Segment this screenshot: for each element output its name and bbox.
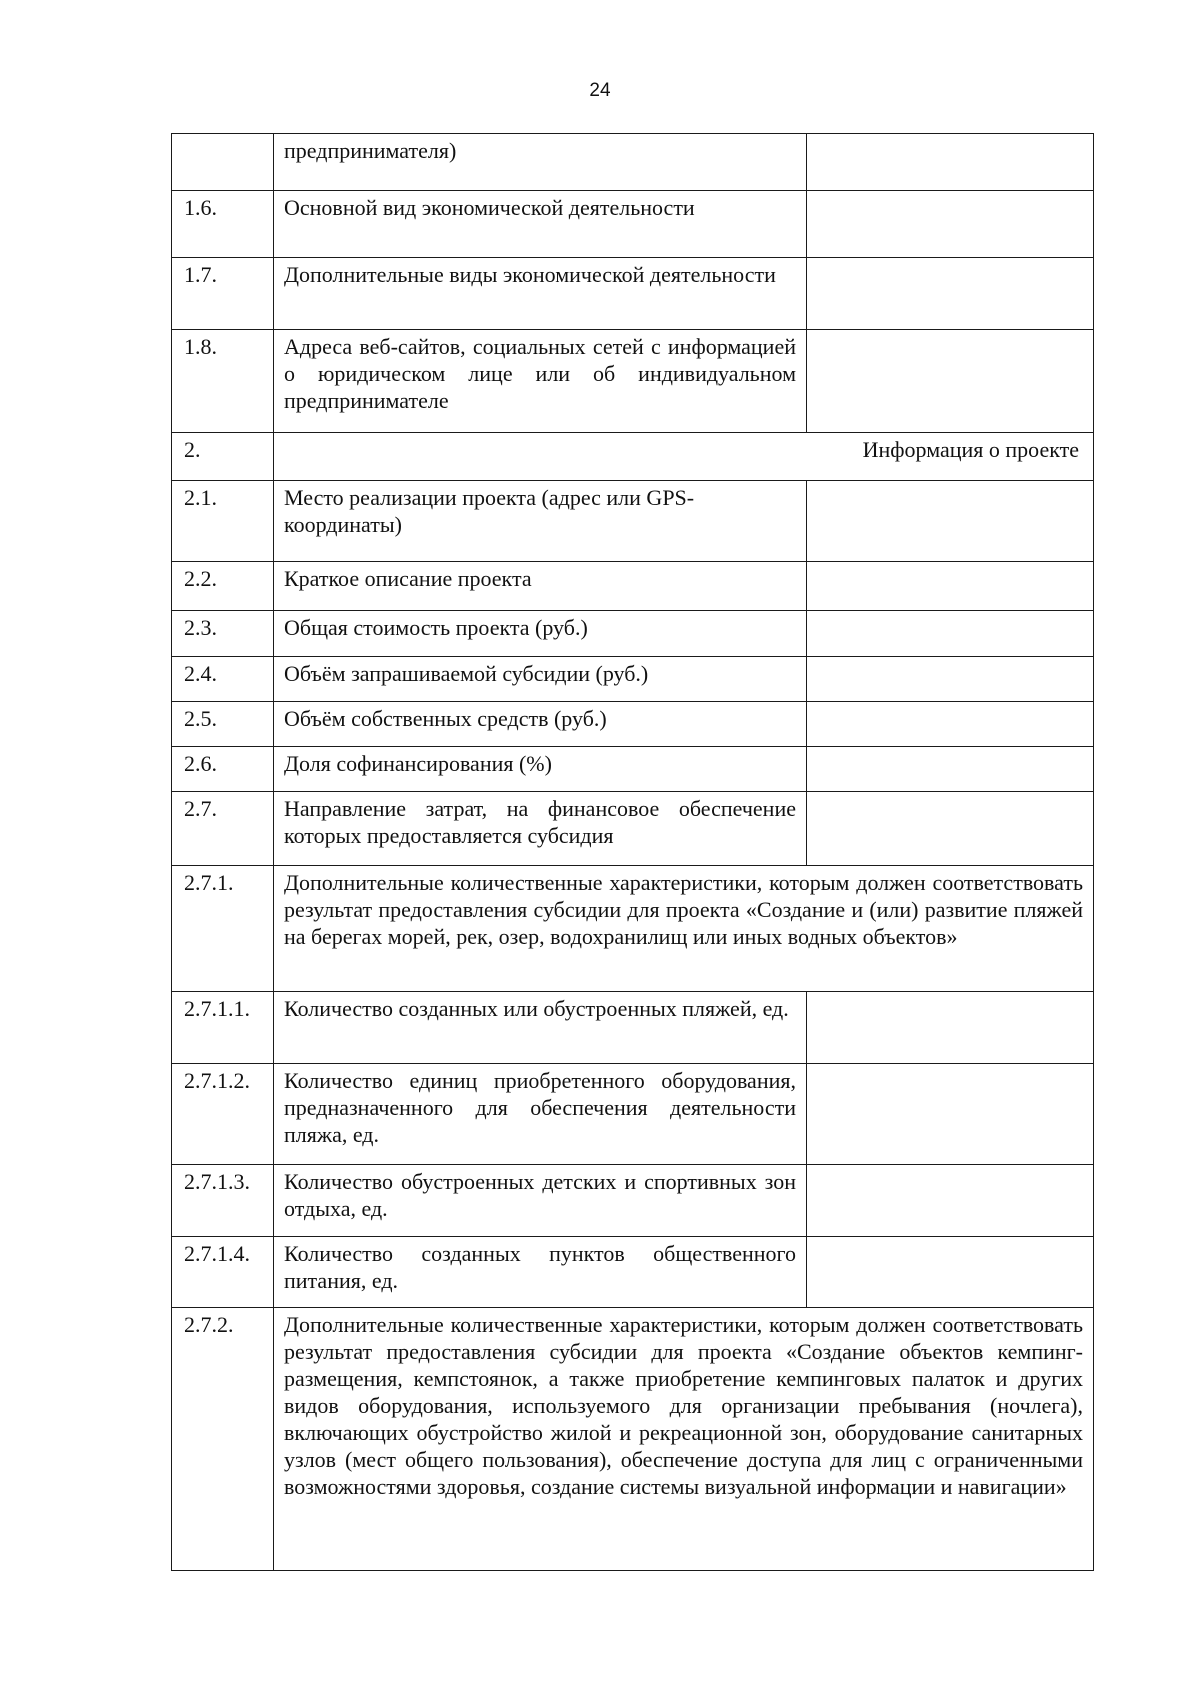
row-label: Адреса веб-сайтов, социальных сетей с информацией о юридическом лице или об индивидуальном предпринимателе bbox=[274, 330, 807, 433]
value-cell[interactable] bbox=[807, 330, 1094, 433]
row-label: Количество обустроенных детских и спортивных зон отдыха, ед. bbox=[274, 1165, 807, 1237]
table-row bbox=[172, 330, 1094, 433]
value-cell[interactable] bbox=[807, 258, 1094, 330]
value-cell[interactable] bbox=[807, 481, 1094, 562]
row-number: 2. bbox=[172, 433, 274, 481]
table-row bbox=[172, 481, 1094, 562]
value-cell[interactable] bbox=[807, 992, 1094, 1064]
row-number: 2.7.1.2. bbox=[172, 1064, 274, 1165]
table-row bbox=[172, 1165, 1094, 1237]
table-row bbox=[172, 134, 1094, 191]
row-label: Объём запрашиваемой субсидии (руб.) bbox=[274, 657, 807, 702]
table-row bbox=[172, 191, 1094, 258]
value-cell[interactable] bbox=[807, 562, 1094, 611]
value-cell[interactable] bbox=[807, 1165, 1094, 1237]
table-row bbox=[172, 611, 1094, 657]
row-label: Основной вид экономической деятельности bbox=[274, 191, 807, 258]
value-cell[interactable] bbox=[807, 657, 1094, 702]
row-label: Количество единиц приобретенного оборудования, предназначенного для обеспечения деятельности пляжа, ед. bbox=[274, 1064, 807, 1165]
row-number: 2.7.1. bbox=[172, 866, 274, 992]
table-row bbox=[172, 866, 1094, 992]
table-row bbox=[172, 562, 1094, 611]
form-table-body bbox=[172, 134, 1094, 1571]
table-row bbox=[172, 1237, 1094, 1308]
value-cell[interactable] bbox=[807, 702, 1094, 747]
table-row bbox=[172, 792, 1094, 866]
table-row bbox=[172, 258, 1094, 330]
value-cell[interactable] bbox=[807, 134, 1094, 191]
row-label: Краткое описание проекта bbox=[274, 562, 807, 611]
row-number: 2.7.1.4. bbox=[172, 1237, 274, 1308]
row-number: 2.7. bbox=[172, 792, 274, 866]
row-number: 2.7.1.1. bbox=[172, 992, 274, 1064]
row-label: Направление затрат, на финансовое обеспечение которых предоставляется субсидия bbox=[274, 792, 807, 866]
row-number: 1.6. bbox=[172, 191, 274, 258]
table-row bbox=[172, 433, 1094, 481]
row-label: Дополнительные количественные характеристики, которым должен соответствовать результат предоставления субсидии для проекта «Создание объектов кемпинг-размещения, кемпстоянок, а также приобретение кемпинговых палаток и других видов оборудования, используемого для организации пребывания (ночлега), включающих обустройство жилой и рекреационной зон, оборудование санитарных узлов (мест общего пользования), обеспечение доступа для лиц с ограниченными возможностями здоровья, создание системы визуальной информации и навигации» bbox=[274, 1308, 1094, 1571]
row-label: Объём собственных средств (руб.) bbox=[274, 702, 807, 747]
row-label: предпринимателя) bbox=[274, 134, 807, 191]
value-cell[interactable] bbox=[807, 792, 1094, 866]
row-label: Дополнительные количественные характеристики, которым должен соответствовать результат предоставления субсидии для проекта «Создание и (или) развитие пляжей на берегах морей, рек, озер, водохранилищ или иных водных объектов» bbox=[274, 866, 1094, 992]
section-title: Информация о проекте bbox=[274, 433, 1094, 481]
table-row bbox=[172, 702, 1094, 747]
row-number: 2.7.2. bbox=[172, 1308, 274, 1571]
value-cell[interactable] bbox=[807, 611, 1094, 657]
row-label: Количество созданных или обустроенных пляжей, ед. bbox=[274, 992, 807, 1064]
row-number bbox=[172, 134, 274, 191]
row-number: 2.1. bbox=[172, 481, 274, 562]
application-form-table bbox=[171, 133, 1094, 1571]
row-label: Количество созданных пунктов общественного питания, ед. bbox=[274, 1237, 807, 1308]
row-label: Место реализации проекта (адрес или GPS-координаты) bbox=[274, 481, 807, 562]
row-number: 2.4. bbox=[172, 657, 274, 702]
row-number: 2.5. bbox=[172, 702, 274, 747]
row-number: 2.3. bbox=[172, 611, 274, 657]
value-cell[interactable] bbox=[807, 747, 1094, 792]
row-label: Общая стоимость проекта (руб.) bbox=[274, 611, 807, 657]
value-cell[interactable] bbox=[807, 1237, 1094, 1308]
table-row bbox=[172, 747, 1094, 792]
row-number: 2.7.1.3. bbox=[172, 1165, 274, 1237]
table-row bbox=[172, 1308, 1094, 1571]
table-row bbox=[172, 657, 1094, 702]
row-label: Доля софинансирования (%) bbox=[274, 747, 807, 792]
value-cell[interactable] bbox=[807, 1064, 1094, 1165]
page-number: 24 bbox=[589, 80, 611, 101]
row-number: 2.2. bbox=[172, 562, 274, 611]
table-row bbox=[172, 1064, 1094, 1165]
value-cell[interactable] bbox=[807, 191, 1094, 258]
table-row bbox=[172, 992, 1094, 1064]
row-number: 2.6. bbox=[172, 747, 274, 792]
row-label: Дополнительные виды экономической деятельности bbox=[274, 258, 807, 330]
row-number: 1.7. bbox=[172, 258, 274, 330]
row-number: 1.8. bbox=[172, 330, 274, 433]
